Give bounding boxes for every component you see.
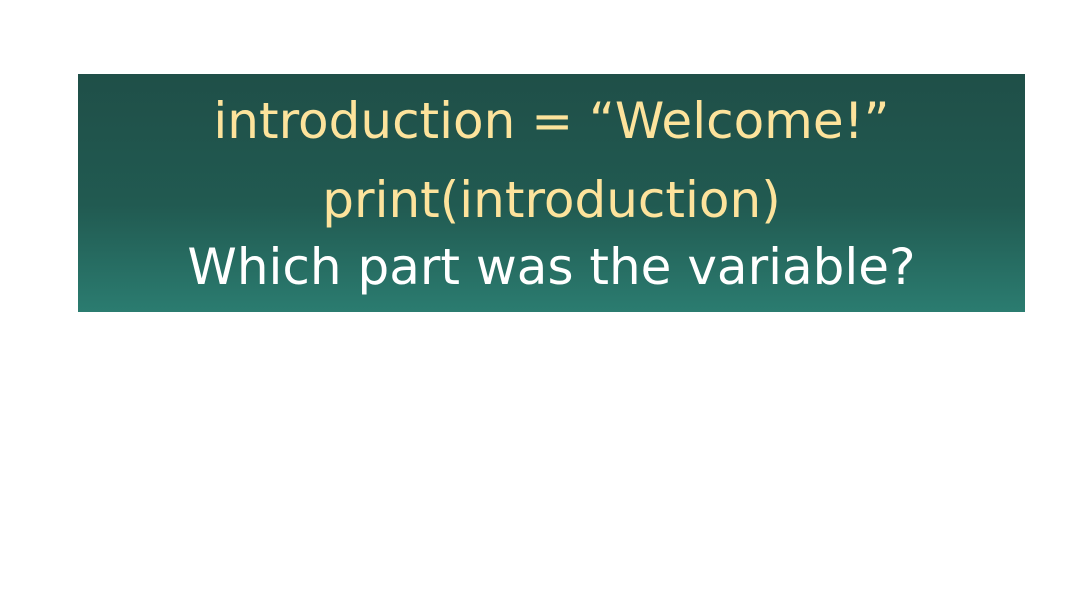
code-line-print: print(introduction): [322, 171, 781, 229]
code-banner: [78, 74, 1025, 312]
question-text: Which part was the variable?: [187, 238, 916, 296]
code-line-assignment: introduction = “Welcome!”: [213, 92, 890, 150]
